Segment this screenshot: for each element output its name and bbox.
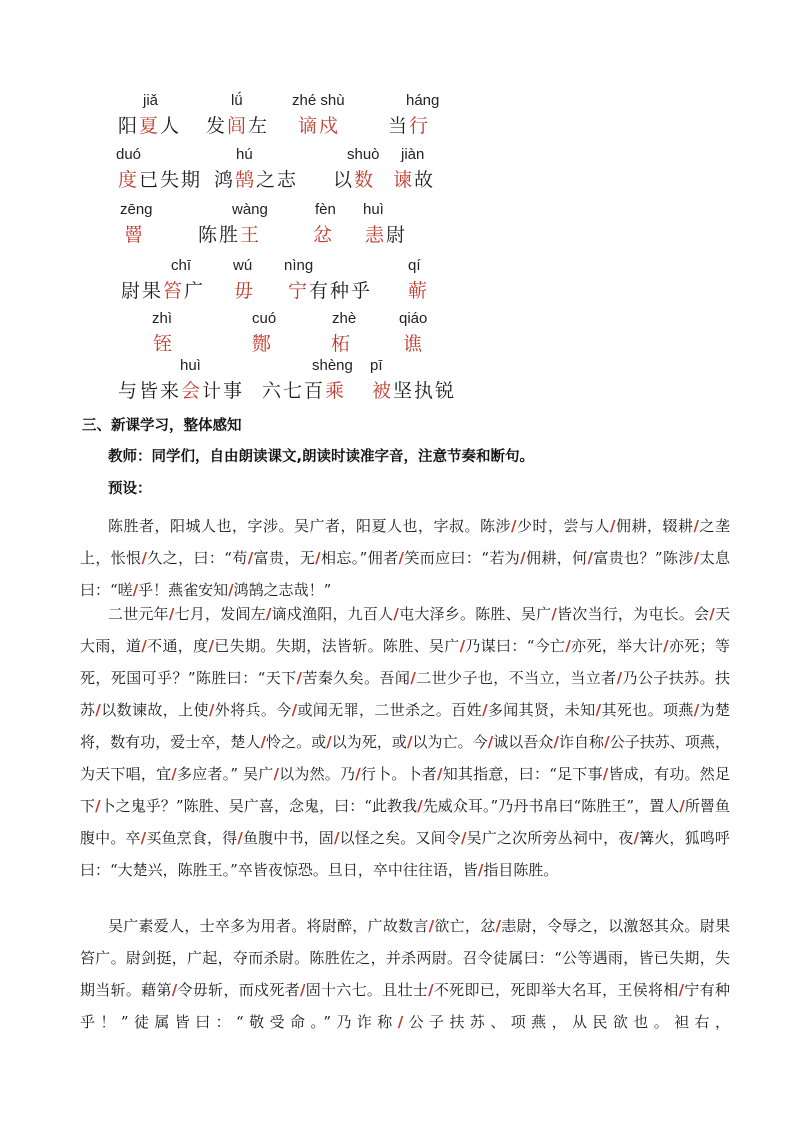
vocab-word: 谯 [403, 333, 425, 355]
vocab-row [0, 146, 794, 206]
preset-label: 预设： [108, 481, 152, 497]
text-paragraph: 吴广素爱人，士卒多为用者。将尉醉，广故数言/欲亡，忿/恚尉，令辱之，以激怒其众。尉果笞广。尉剑挺，广起，夺而杀尉。陈胜佐之，并杀两尉。召令徒属曰：“公等遇雨，皆已失期，失期当斩。藉第/令毋斩，而戍死者/固十六七。且壮士/不死即已，死即举大名耳，王侯将相/宁有种乎！”徒属皆曰：“敬受命。”乃诈称/公子扶苏、项燕，从民欲也。袒右， [80, 917, 730, 1031]
pinyin-annotation: zēng [120, 201, 153, 218]
vocab-row [0, 257, 794, 317]
vocab-word: 陈胜王 [198, 224, 262, 246]
vocab-word: 发闾左 [206, 115, 270, 137]
vocab-word: 宁有种乎 [288, 280, 373, 302]
vocab-word: 与皆来会计事 [118, 380, 245, 402]
pinyin-annotation: zhì [152, 310, 173, 327]
vocab-word: 恚尉 [365, 224, 408, 246]
pinyin-annotation: jiàn [401, 146, 425, 163]
vocab-word: 罾 [124, 224, 146, 246]
pinyin-annotation: huì [363, 201, 384, 218]
vocab-word: 六七百乘 [262, 380, 347, 402]
vocab-word: 鸿鹄之志 [214, 169, 299, 191]
vocab-word: 当行 [388, 115, 431, 137]
pinyin-annotation: huì [180, 357, 201, 374]
pinyin-annotation: nìng [284, 257, 314, 274]
pinyin-annotation: duó [116, 146, 142, 163]
pinyin-annotation: qiáo [399, 310, 428, 327]
text-paragraph: 陈胜者，阳城人也，字涉。吴广者，阳夏人也，字叔。陈涉/少时，尝与人/佣耕，辍耕/之垄上，怅恨/久之，曰：“苟/富贵，无/相忘。”佣者/笑而应曰：“若为/佣耕，何/富贵也？”陈涉/太息曰：“嗟/乎！燕雀安知/鸿鹄之志哉！” [80, 517, 730, 599]
pinyin-annotation: shuò [347, 146, 380, 163]
teacher-instruction: 教师：同学们，自由朗读课文,朗读时读准字音，注意节奏和断句。 [108, 449, 535, 465]
vocab-word: 谪戍 [298, 115, 341, 137]
pinyin-annotation: cuó [252, 310, 277, 327]
pinyin-annotation: shèng [312, 357, 353, 374]
pinyin-annotation: jiǎ [143, 92, 159, 109]
pinyin-annotation: chī [171, 257, 192, 274]
pinyin-annotation: lǘ [231, 92, 243, 109]
pinyin-annotation: pī [370, 357, 383, 374]
vocab-word: 忿 [313, 224, 335, 246]
vocab-word: 度已失期 [118, 169, 203, 191]
pinyin-annotation: hú [236, 146, 253, 163]
section-heading: 三、新课学习，整体感知 [82, 418, 242, 434]
vocab-row [0, 92, 794, 152]
pinyin-annotation: zhè [332, 310, 357, 327]
vocab-row [0, 357, 794, 417]
pinyin-annotation: zhé shù [292, 92, 345, 109]
vocab-word: 蕲 [408, 280, 430, 302]
pinyin-annotation: wú [233, 257, 253, 274]
pinyin-annotation: qí [408, 257, 421, 274]
vocab-word: 柘 [331, 333, 353, 355]
vocab-word: 谏故 [393, 169, 436, 191]
pinyin-annotation: wàng [232, 201, 268, 218]
vocab-word: 阳夏人 [118, 115, 182, 137]
pinyin-annotation: háng [406, 92, 440, 109]
vocab-row [0, 201, 794, 261]
vocab-word: 以数 [333, 169, 376, 191]
vocab-word: 尉果笞广 [121, 280, 206, 302]
text-paragraph: 二世元年/七月，发闾左/谪戍渔阳，九百人/屯大泽乡。陈胜、吴广/皆次当行，为屯长。会/天大雨，道/不通，度/已失期。失期，法皆斩。陈胜、吴广/乃谋曰：“今亡/亦死，举大计/亦死；等死，死国可乎？”陈胜曰：“天下/苦秦久矣。吾闻/二世少子也，不当立，当立者/乃公子扶苏。扶苏/以数谏故，上使/外将兵。今/或闻无罪，二世杀之。百姓/多闻其贤，未知/其死也。项燕/为楚将，数有功，爱士卒，楚人/怜之。或/以为死，或/以为亡。今/诚以吾众/诈自称/公子扶苏、项燕，为天下唱，宜/多应者。” 吴广/以为然。乃/行卜。卜者/知其指意，曰：“足下事/皆成，有功。然足下/卜之鬼乎？”陈胜、吴广喜，念鬼，曰：“此教我/先威众耳。”乃丹书帛曰“陈胜王”，置人/所罾鱼腹中。卒/买鱼烹食，得/鱼腹中书，固/以怪之矣。又间令/吴广之次所旁丛祠中，夜/篝火，狐鸣呼曰：“大楚兴，陈胜王。”卒皆夜惊恐。旦日，卒中往往语，皆/指目陈胜。 [80, 605, 730, 879]
pinyin-annotation: fèn [315, 201, 336, 218]
vocab-word: 毋 [234, 280, 256, 302]
vocab-word: 被坚执锐 [372, 380, 457, 402]
vocab-word: 铚 [153, 333, 175, 355]
vocab-word: 酂 [252, 333, 274, 355]
